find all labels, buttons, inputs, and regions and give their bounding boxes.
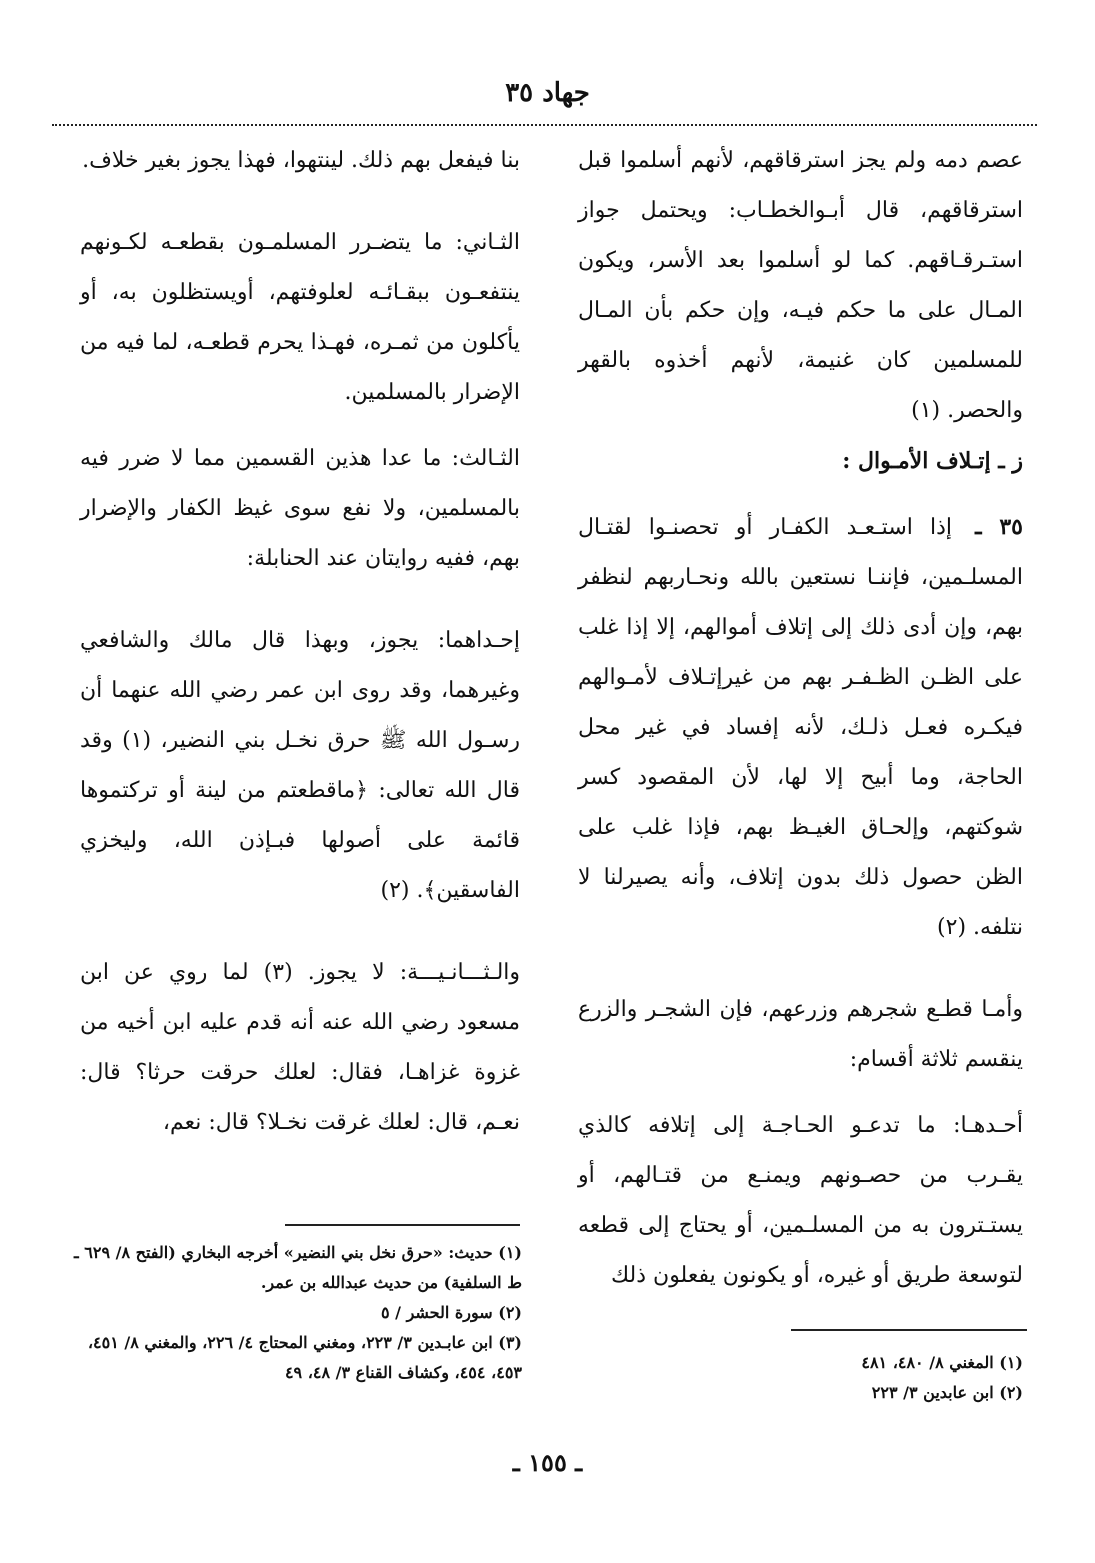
footnotes-right — [583, 1348, 1023, 1408]
paragraph-35 — [578, 502, 1023, 953]
footnote: (٢) ابن عابدين ٣/ ٢٢٣ — [871, 1383, 1023, 1402]
paragraph-continuation: بنا فيفعل بهم ذلك. لينتهوا، فهذا يجوز بغير خلاف. — [82, 148, 520, 173]
page-header: جهاد ٣٥ — [505, 78, 590, 108]
paragraph-second-narration — [80, 948, 520, 1148]
footnote: (١) حديث: «حرق نخل بني النضير» أخرجه البخاري (الفتح ٨/ ٦٢٩ ـ ط السلفية) من حديث عبدالله بن عمر. — [74, 1243, 522, 1292]
footnote-divider — [791, 1329, 1027, 1331]
header-divider — [52, 124, 1037, 126]
paragraph-text: عصم دمه ولم يجز استرقاقهم، لأنهم أسلموا قبل استرقاقهم، قال أبـوالخطـاب: ويحتمل جواز استـرقـاقهم. كما لو أسلموا بعد الأسر، ويكون المـال على ما حكم فيـه، وإن حكم بأن المـال للمسلمين كان غنيمة، لأنهم أخذوه بالقهر والحصر. — [578, 148, 1023, 423]
footnote-divider — [285, 1224, 520, 1226]
page-number: ـ ١٥٥ ـ — [512, 1448, 583, 1477]
paragraph-text: إذا استـعـد الكفـار أو تحصنـوا لقتـال المسلـمين، فإننـا نستعين بالله ونحـاربهم لنظفر بهم، وإن أدى ذلك إلى إتلاف أموالهم، إلا إذا غلب على الظـن الظـفـر بهم من غيرإتـلاف لأمـوالهم فيكـره فعـل ذلـك، لأنه إفساد في غير محل الحاجة، وما أبيح إلا لها، لأن المقصود كسر شوكتهم، وإلحـاق الغيـظ بهم، فإذا غلب على الظن حصول ذلك بدون إتلاف، وأنه يصيرلنا لا نتلفه. — [578, 515, 1023, 940]
paragraph-enslavement — [578, 136, 1023, 436]
paragraph-first-narration — [80, 616, 520, 916]
paragraph-trees: وأمـا قطـع شجرهم وزرعهم، فإن الشجـر والزرع ينقسم ثلاثة أقسام: — [578, 997, 1023, 1072]
right-column — [578, 136, 1023, 1301]
paragraph-text: وقد قال الله تعالى: ﴿ماقطعتم من لينة أو تركتموها قائمة على أصولها فبـإذن الله، وليخزي الفاسقين﴾. — [80, 728, 520, 903]
paragraph-text: والـثـــانـيـــة: لا يجوز. — [307, 960, 521, 985]
footnote-ref: (٢) — [380, 878, 410, 903]
footnote-ref: (٣) — [263, 960, 293, 985]
paragraph-text: إحـداهما: يجوز، وبهذا قال مالك والشافعي وغيرهما، وقد روى ابن عمر رضي الله عنهما أن رسـول الله ﷺ حرق نخـل بني النضير، — [80, 628, 520, 753]
section-heading: ز ـ إتـلاف الأمـوال : — [842, 448, 1023, 474]
paragraph-number: ٣٥ ـ — [975, 514, 1023, 540]
footnote: (٢) سورة الحشر / ٥ — [381, 1303, 522, 1322]
paragraph-first-category: أحـدهـا: ما تدعـو الحـاجـة إلى إتلافه كالذي يقـرب من حصـونهم ويمنـع من قتـالهم، أو يستـترون به من المسلـمين، أو يحتاج إلى قطعه لتوسعة طريق أو غيره، أو يكونون يفعلون ذلك — [578, 1113, 1023, 1288]
paragraph-second-category: الثـاني: ما يتضـرر المسلمـون بقطعـه لكـونهم ينتفعـون ببقـائـه لعلوفتهم، أويستظلون به، أو يأكلون من ثمـره، فهـذا يحرم قطعـه، لما فيه من الإضرار بالمسلمين. — [80, 230, 520, 405]
footnote-ref: (٢) — [937, 915, 967, 940]
footnote-ref: (١) — [911, 398, 941, 423]
footnote: (٣) ابن عابـدين ٣/ ٢٢٣، ومغني المحتاج ٤/ ٢٢٦، والمغني ٨/ ٤٥١، ٤٥٣، ٤٥٤، وكشاف القناع ٣/ ٤٨، ٤٩ — [87, 1333, 522, 1382]
left-column — [80, 136, 520, 1148]
footnote-ref: (١) — [122, 728, 152, 753]
paragraph-third-category: الثـالث: ما عدا هذين القسمين مما لا ضرر فيه بالمسلمين، ولا نفع سوى غيظ الكفار والإضرار بهم، ففيه روايتان عند الحنابلة: — [80, 446, 520, 571]
footnotes-left — [72, 1238, 522, 1388]
paragraph-text: لما روي عن ابن مسعود رضي الله عنه أنه قدم عليه ابن أخيه من غزوة غزاهـا، فقال: لعلك حرقت حرثا؟ قال: نعـم، قال: لعلك غرقت نخـلا؟ قال: نعم، — [80, 960, 520, 1135]
footnote: (١) المغني ٨/ ٤٨٠، ٤٨١ — [861, 1353, 1023, 1372]
